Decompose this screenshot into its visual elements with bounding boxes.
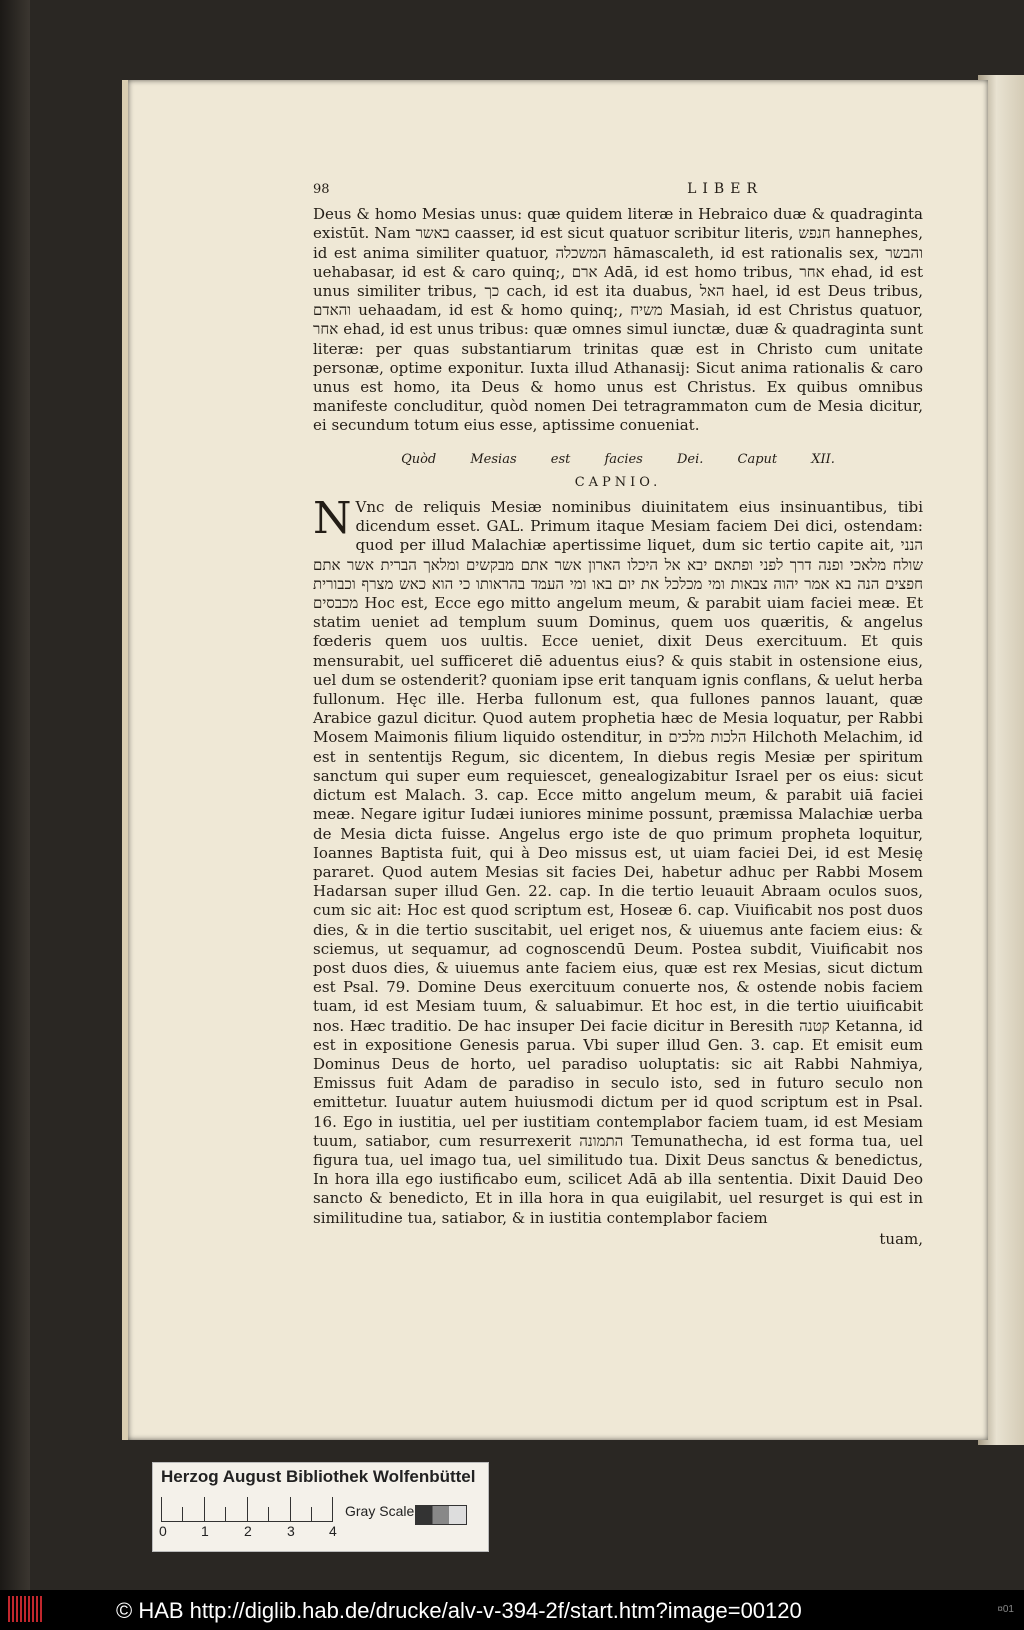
footer-bar <box>0 1590 1024 1630</box>
book-page <box>122 80 988 1440</box>
drop-cap: N <box>313 493 352 545</box>
ruler-tick <box>311 1507 312 1521</box>
page-number: 98 <box>313 182 330 197</box>
chapter-number: Caput XII. <box>737 451 835 467</box>
ruler-number: 0 <box>159 1523 167 1539</box>
page-text-block <box>313 180 923 1249</box>
speaker-name: CAPNIO. <box>574 474 662 490</box>
library-name: Herzog August Bibliothek Wolfenbüttel <box>161 1467 476 1486</box>
body-text: Vnc de reliquis Mesiæ nominibus diuinitatem eius insinuantibus, tibi dicendum esset. GAL. Primum itaque Mesiam faciem Dei dici, ostendam: quod per illud Malachiæ apertissime liquet, dum sic tertio capite ait, הנני שולח מלאכי ופנה דרך לפני ופתאם יבא אל היכלו הארון אשר אתם מבקשים ומלאך הברית אשר אתם חפצים הנה בא אמר יהוה צבאות ומי מכלכל את יום באו ומי העמד בהראותו כי הוא כאש מצרף וכבורית מכבסים Hoc est, Ecce ego mitto angelum meum, & parabit uiam faciei meæ. Et statim ueniet ad templum suum Dominus, quem uos quæritis, & angelus fœderis quem uos uultis. Ecce ueniet, dixit Deus exercituum. Et quis mensurabit, uel sufficeret diē aduentus eius? & quis stabit in ostensione eius, uel dum se ostenderit? quoniam ipse erit tanquam ignis conflans, & uelut herba fullonum. Hęc ille. Herba fullonum est, qua fullones pannos lauant, quæ Arabice gazul dicitur. Quod autem prophetia hæc de Mesia loquatur, per Rabbi Mosem Maimonis filium liquido ostenditur, in הלכות מלכים Hilchoth Melachim, id est in sententijs Regum, sic dicentem, In diebus regis Mesiæ per spiritum sanctum qui super eum requiescet, genealogizabitur Israel per os eius: sicut dictum est Malach. 3. cap. Ecce mitto angelum meum, & parabit uiā faciei meæ. Negare igitur Iudæi iuniores minime possunt, præmissa Malachiæ uerba de Mesia dicta fuisse. Angelus ergo iste de quo primum propheta loquitur, Ioannes Baptista fuit, qui à Deo missus est, ut uiam faciei Dei, id est Mesię pararet. Quod autem Mesias sit facies Dei, habetur adhuc per Rabbi Mosem Hadarsan super illud Gen. 22. cap. In die tertio leuauit Abraam oculos suos, cum sic ait: Hoc est quod scriptum est, Hoseæ 6. cap. Viuificabit nos post duos dies, & in die tertio suscitabit, uel eriget nos, & uiuemus ante faciem eius: & sciemus, ut sequamur, ad cognoscendū Deum. Postea subdit, Viuificabit nos post duos dies, & uiuemus ante faciem eius, quæ est rex Mesias, sicut dictum est Psal. 79. Domine Deus exercituum conuerte nos, & ostende nobis faciem tuam, id est Mesiam tuum, & saluabimur. Et hoc est, in die tertio uiuificabit nos. Hæc traditio. De hac insuper Dei facie dicitur in Beresith קטנה Ketanna, id est in expositione Genesis parua. Vbi super illud Gen. 3. cap. Et emisit eum Dominus Deus de horto, uel paradiso uoluptatis: sic ait Rabbi Nahmiya, Emissus fuit Adam de paradiso in seculo isto, sed in futuro seculo non emittetur. Iuuatur autem huiusmodi dictum per id quod scriptum est in Psal. 16. Ego in iustitia, uel per iustitiam contemplabor faciem tuam, id est Mesiam tuum, satiabor, cum resurrexerit התמונה Temunathecha, id est forma tua, uel figura tua, uel imago tua, uel similitudo tua. Dixit Deus sanctus & benedictus, In hora illa ego iustificabo eum, scilicet Adā ab illa sententia. Dixit Dauid Deo sancto & benedicto, Et in illa hora in qua euigilabit, uel resurget is qui est in similitudine tua, satiabor, & in iustitia contemplabor faciem <box>313 498 923 1227</box>
body-paragraph <box>313 493 923 1228</box>
scale-ruler <box>161 1497 333 1522</box>
footer-code: ¤01 <box>997 1604 1014 1615</box>
ruler-number: 2 <box>244 1523 252 1539</box>
ruler-tick <box>182 1507 183 1521</box>
ruler-number: 3 <box>287 1523 295 1539</box>
running-title: LIBER <box>687 181 763 197</box>
ruler-tick <box>268 1507 269 1521</box>
hab-logo-icon <box>8 1596 42 1622</box>
ruler-tick <box>247 1497 248 1521</box>
page-header <box>313 180 923 199</box>
book-spine <box>0 0 30 1590</box>
footer-url[interactable]: © HAB http://diglib.hab.de/drucke/alv-v-394-2f/start.htm?image=00120 <box>116 1598 802 1623</box>
paragraph: Deus & homo Mesias unus: quæ quidem literæ in Hebraico duæ & quadraginta existūt. Nam באשר caasser, id est sicut quatuor scribitur literis, חנפש hannephes, id est anima similiter quatuor, המשכלה hāmascaleth, id est rationalis sex, והבשר uehabasar, id est & caro quinq;, ארם Adā, id est homo tribus, אחר ehad, id est unus similiter tribus, כך cach, id est ita duabus, האל hael, id est Deus tribus, והאדם uehaadam, id est & homo quinq;, משיח Masiah, id est Christus quatuor, אחר ehad, id est unus tribus: quæ omnes simul iunctæ, duæ & quadraginta sunt literæ: per quas substantiarum trinitas quæ est in Christo cum unitate personæ, optime exponitur. Iuxta illud Athanasij: Sicut anima rationalis & caro unus est homo, ita Deus & homo unus est Christus. Ex quibus omnibus manifeste concluditur, quòd nomen Dei tetragrammaton cum de Mesia dicitur, ei secundum totum eius esse, aptissime conueniat. <box>313 205 923 435</box>
ruler-tick <box>225 1507 226 1521</box>
chapter-title: Quòd Mesias est facies Dei. <box>401 451 704 467</box>
gray-scale-swatch <box>415 1505 467 1525</box>
ruler-tick <box>161 1497 162 1521</box>
catchword: tuam, <box>879 1229 923 1248</box>
ruler-tick <box>332 1497 333 1521</box>
library-label <box>152 1462 489 1552</box>
chapter-heading <box>313 450 923 469</box>
gray-scale-label: Gray Scale <box>345 1503 415 1519</box>
ruler-number: 4 <box>329 1523 337 1539</box>
ruler-number: 1 <box>201 1523 209 1539</box>
ruler-tick <box>290 1497 291 1521</box>
ruler-tick <box>204 1497 205 1521</box>
